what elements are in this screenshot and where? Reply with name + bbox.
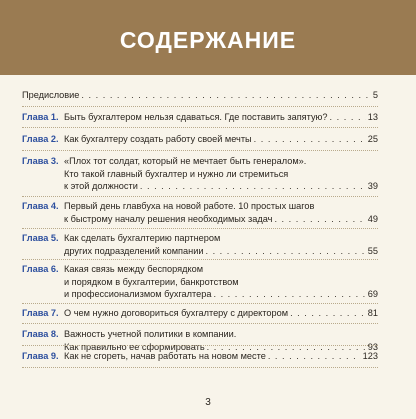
toc-entry-title: к быстрому началу решения необходимых задач <box>64 213 273 224</box>
toc-entry-last-line <box>64 350 378 363</box>
divider <box>22 150 378 151</box>
toc-entry-title: и профессионализмом бухгалтера <box>64 289 212 300</box>
toc-page-number: 93 <box>367 341 378 352</box>
toc-entry-last-line <box>64 213 378 226</box>
chapter-label: Глава 3. <box>22 156 59 166</box>
divider <box>22 127 378 128</box>
page-footer-number: 3 <box>205 397 211 408</box>
chapter-label: Глава 5. <box>22 233 59 243</box>
divider <box>22 228 378 229</box>
toc-entry-lines <box>64 200 378 225</box>
toc-entry-title: Как не сгореть, начав работать на новом месте <box>64 351 266 361</box>
toc-entry-lines <box>64 350 378 363</box>
toc-entry-title: Как правильно ее сформировать <box>64 341 205 352</box>
dot-leader <box>81 89 370 102</box>
toc-entry-last-line <box>64 180 378 193</box>
toc-entry-last-line <box>64 133 378 146</box>
toc-entry-last-line <box>22 89 378 102</box>
chapter-label: Глава 2. <box>22 134 59 144</box>
toc-entry-last-line <box>64 307 378 320</box>
toc-entry-lines <box>64 133 378 146</box>
toc-page-number: 39 <box>367 181 378 192</box>
divider <box>22 196 378 197</box>
toc-entry-title-line: Первый день главбуха на новой работе. 10 простых шагов <box>64 201 315 211</box>
toc-page-number: 81 <box>367 308 378 318</box>
toc-page-number: 49 <box>367 213 378 224</box>
toc-entry-lines <box>64 155 378 193</box>
toc-entry-title: Предисловие <box>22 90 80 100</box>
toc-entry-lines <box>64 307 378 320</box>
toc-entry-lines <box>64 111 378 124</box>
toc-entry-title-line: Как сделать бухгалтерию партнером <box>64 233 221 243</box>
toc-entry-lines <box>22 89 378 102</box>
toc-entry-lines <box>64 232 378 257</box>
toc-entry-title-line: Важность учетной политики в компании. <box>64 329 237 339</box>
toc-entry-title: других подразделений компании <box>64 245 204 256</box>
chapter-label: Глава 4. <box>22 201 59 211</box>
toc-page-number: 13 <box>367 112 378 122</box>
dot-leader <box>140 180 366 193</box>
dot-leader <box>254 133 366 146</box>
chapter-label: Глава 1. <box>22 112 59 122</box>
chapter-label: Глава 8. <box>22 329 59 339</box>
toc-entry-title-line: Кто такой главный бухгалтер и нужно ли стремиться <box>64 168 289 179</box>
divider <box>22 323 378 324</box>
page-title: СОДЕРЖАНИЕ <box>119 27 297 53</box>
dot-leader <box>274 213 365 226</box>
dot-leader <box>330 111 366 124</box>
toc-page-number: 69 <box>367 289 378 300</box>
chapter-label: Глава 7. <box>22 308 59 318</box>
dot-leader <box>213 288 365 301</box>
chapter-label: Глава 9. <box>22 351 59 361</box>
chapter-label: Глава 6. <box>22 264 59 274</box>
toc-page-number: 123 <box>362 351 378 361</box>
divider <box>22 106 378 107</box>
toc-entry-last-line <box>64 111 378 124</box>
toc-page-number: 25 <box>367 134 378 144</box>
toc-page-number: 55 <box>367 245 378 256</box>
dot-leader <box>290 307 366 320</box>
divider <box>22 303 378 304</box>
header-banner <box>0 0 416 75</box>
dot-leader <box>205 245 365 258</box>
divider <box>22 345 378 346</box>
toc-entry-title: О чем нужно договориться бухгалтеру с директором <box>64 308 289 318</box>
toc-entry-title: Быть бухгалтером нельзя сдаваться. Где поставить запятую? <box>64 112 328 122</box>
toc-entry-lines <box>64 263 378 301</box>
divider <box>22 367 378 368</box>
dot-leader <box>268 350 361 363</box>
toc-entry-title-line: «Плох тот солдат, который не мечтает быть генералом». <box>64 156 307 166</box>
toc-entry-last-line <box>64 288 378 301</box>
toc-entry-title: Как бухгалтеру создать работу своей мечты <box>64 134 252 144</box>
toc-entry-title-line: и порядком в бухгалтерии, банкротством <box>64 276 239 287</box>
toc-entry-last-line <box>64 245 378 258</box>
toc-entry-title: к этой должности <box>64 181 138 192</box>
toc-entry-title-line: Какая связь между беспорядком <box>64 264 204 274</box>
divider <box>22 259 378 260</box>
toc-page-number: 5 <box>372 90 378 100</box>
